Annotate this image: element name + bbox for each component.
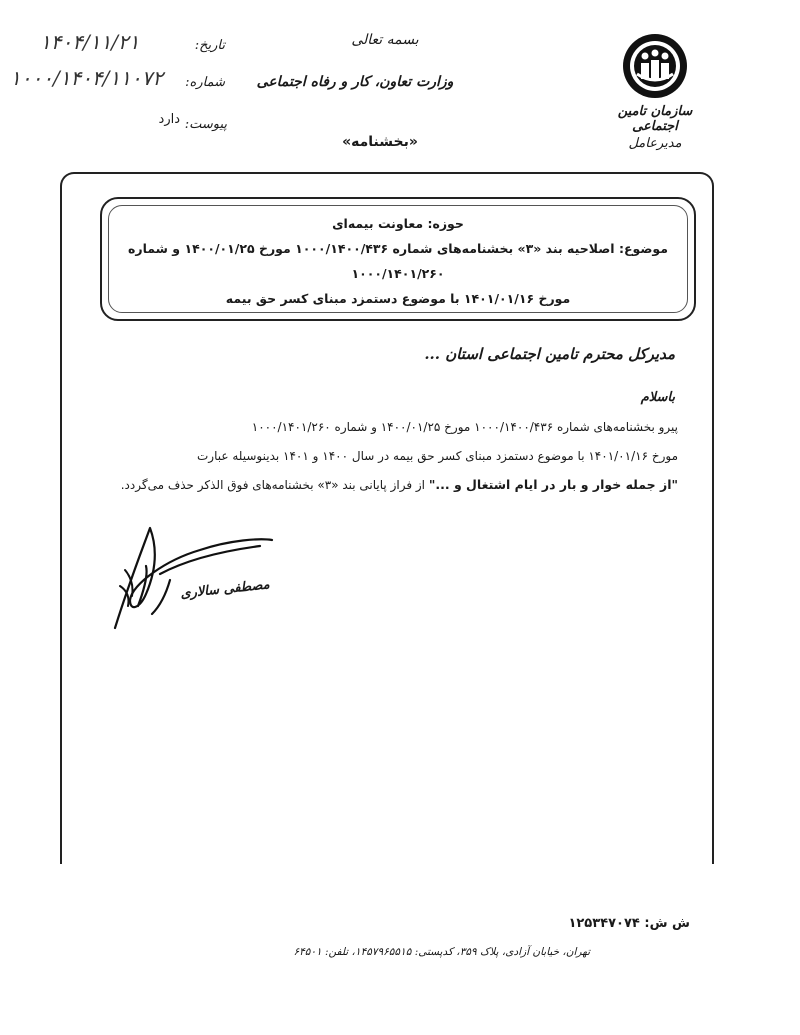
signer-name: مصطفی سالاری — [179, 577, 271, 602]
body-line-3-rest: از فراز پایانی بند «۳» بخشنامه‌های فوق الذکر حذف می‌گردد. — [120, 478, 429, 492]
subject-line-2: مورخ ۱۴۰۱/۰۱/۱۶ با موضوع دستمزد مبنای کسر حق بیمه — [225, 291, 571, 306]
organization-name: سازمان تامین اجتماعی — [617, 104, 693, 134]
number-label: شماره: — [185, 75, 225, 90]
quoted-phrase: "از جمله خوار و بار در ایام اشتغال و ..." — [428, 477, 678, 492]
bismillah-heading: بسمه تعالی — [351, 32, 419, 48]
date-value: ۱۴۰۴/۱۱/۲۱ — [40, 30, 140, 54]
organization-unit: مدیرعامل — [628, 136, 682, 151]
subject-content — [120, 211, 676, 311]
date-label: تاریخ: — [194, 38, 225, 53]
subject-domain: حوزه: معاونت بیمه‌ای — [332, 216, 464, 231]
body-line-3 — [80, 475, 678, 495]
organization-logo — [615, 30, 695, 102]
attachment-label: پیوست: — [184, 117, 227, 132]
serial-number: ش ش: ۱۲۵۳۴۷۰۷۴ — [568, 916, 690, 931]
body-line-1: پیرو بخشنامه‌های شماره ۱۰۰۰/۱۴۰۰/۴۳۶ مورخ ۱۴۰۰/۰۱/۲۵ و شماره ۱۰۰۰/۱۴۰۱/۲۶۰ — [251, 420, 678, 434]
body-line-2: مورخ ۱۴۰۱/۰۱/۱۶ با موضوع دستمزد مبنای کسر حق بیمه در سال ۱۴۰۰ و ۱۴۰۱ بدینوسیله عبارت — [196, 449, 678, 463]
subject-line-1: موضوع: اصلاحیه بند «۳» بخشنامه‌های شماره ۱۰۰۰/۱۴۰۰/۴۳۶ مورخ ۱۴۰۰/۰۱/۲۵ و شماره ۱۰۰۰/۱۴۰۱/۲۶۰ — [128, 241, 668, 281]
number-value: ۱۰۰۰/۱۴۰۴/۱۱۰۷۲ — [10, 66, 164, 90]
organization-address: تهران، خیابان آزادی، پلاک ۳۵۹، کدپستی: ۱۴۵۷۹۶۵۵۱۵، تلفن: ۶۴۵۰۱ — [293, 946, 590, 958]
ministry-name: وزارت تعاون، کار و رفاه اجتماعی — [256, 74, 454, 90]
greeting: باسلام — [640, 390, 675, 405]
subject-box — [100, 197, 696, 321]
circular-label: «بخشنامه» — [342, 134, 418, 150]
addressee: مدیرکل محترم تامین اجتماعی استان ... — [424, 345, 675, 363]
attachment-value: دارد — [158, 112, 180, 127]
